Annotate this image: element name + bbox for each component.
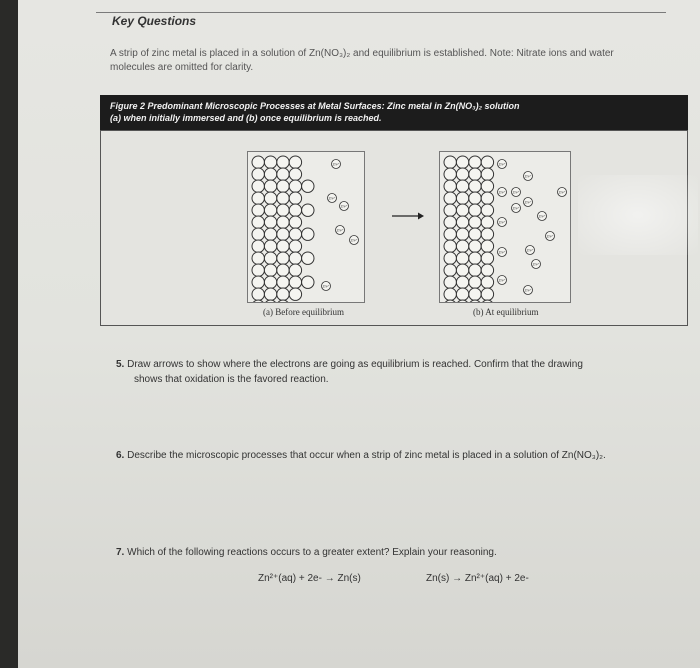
zinc-atom [264,288,276,300]
zinc-atom [302,204,314,216]
figure-title-bar [100,95,688,130]
caption-before: (a) Before equilibrium [263,307,344,317]
zinc-ion [498,160,507,169]
zinc-atom [264,300,276,302]
panel-at-equilibrium [439,151,571,303]
zinc-atom [289,192,301,204]
question-7 [116,545,676,560]
intro-line-2: molecules are omitted for clarity. [110,62,254,73]
zinc-atom [481,204,493,216]
zinc-atom [277,204,289,216]
zinc-atom [277,156,289,168]
zinc-atom [289,180,301,192]
caption-at-equilibrium: (b) At equilibrium [473,307,539,317]
zinc-atom [469,264,481,276]
question-5 [116,357,676,387]
zinc-atom [444,204,456,216]
reaction-reduction: Zn²⁺(aq) + 2e- → Zn(s) [258,573,361,584]
zinc-atom [481,240,493,252]
zinc-atom [264,156,276,168]
zinc-atom [469,192,481,204]
zinc-atom [456,264,468,276]
zinc-atom [481,276,493,288]
zinc-atom [469,300,481,302]
zinc-atom [469,240,481,252]
zinc-atom [277,168,289,180]
question-7-line-1: Which of the following reactions occurs to a greater extent? Explain your reasoning. [127,547,497,558]
zinc-atom [444,156,456,168]
zinc-ion-label: Zn²⁺ [350,238,358,243]
zinc-ion [340,202,349,211]
zinc-atom [264,192,276,204]
zinc-atom [252,216,264,228]
zinc-atom [289,204,301,216]
zinc-atom [469,180,481,192]
question-6-number: 6. [116,450,125,461]
zinc-atom [289,240,301,252]
zinc-atom [277,180,289,192]
zinc-ion [538,212,547,221]
zinc-atom [481,264,493,276]
zinc-atom [469,168,481,180]
zinc-ion-label: Zn²⁺ [524,174,532,179]
zinc-ion-label: Zn²⁺ [512,190,520,195]
zinc-atom [252,252,264,264]
zinc-atom [289,228,301,240]
zinc-atom [252,192,264,204]
zinc-ion [350,236,359,245]
zinc-ion [524,198,533,207]
zinc-atom [289,276,301,288]
zinc-atom [444,192,456,204]
zinc-atom [444,264,456,276]
zinc-atom [456,276,468,288]
zinc-atom [252,156,264,168]
zinc-atom [277,276,289,288]
header-rule [96,12,666,13]
zinc-ion [498,248,507,257]
zinc-atom [302,252,314,264]
zinc-ion [322,282,331,291]
zinc-atom [444,180,456,192]
zinc-atom [481,300,493,302]
zinc-ion-label: Zn²⁺ [498,220,506,225]
zinc-atom [456,240,468,252]
zinc-atom [277,216,289,228]
zinc-atom [469,252,481,264]
zinc-atom [302,276,314,288]
zinc-ion-label: Zn²⁺ [322,284,330,289]
zinc-atom [302,180,314,192]
zinc-atom [456,168,468,180]
zinc-ion-label: Zn²⁺ [498,250,506,255]
zinc-atom [252,300,264,302]
zinc-ion [332,160,341,169]
reaction-oxidation: Zn(s) → Zn²⁺(aq) + 2e- [426,573,529,584]
zinc-atom [289,168,301,180]
zinc-atom [264,252,276,264]
zinc-ion [524,286,533,295]
zinc-ion-label: Zn²⁺ [498,278,506,283]
zinc-atom [264,240,276,252]
zinc-atom [252,276,264,288]
zinc-atom [252,180,264,192]
zinc-atom [456,216,468,228]
panel-before-equilibrium [247,151,365,303]
zinc-atom [252,264,264,276]
zinc-atom [264,228,276,240]
zinc-atom [456,192,468,204]
zinc-atom [444,228,456,240]
zinc-atom [264,180,276,192]
question-7-number: 7. [116,547,125,558]
question-5-line-1: Draw arrows to show where the electrons are going as equilibrium is reached. Confirm that the drawing [127,359,583,370]
intro-line-1: A strip of zinc metal is placed in a solution of Zn(NO₃)₂ and equilibrium is established. Note: Nitrate ions and water [110,48,614,59]
zinc-atom [456,228,468,240]
zinc-atom [277,240,289,252]
zinc-ion-label: Zn²⁺ [524,288,532,293]
question-6-line-1: Describe the microscopic processes that occur when a strip of zinc metal is placed in a solution of Zn(NO₃)₂. [127,450,606,461]
zinc-ion [498,218,507,227]
zinc-ion-label: Zn²⁺ [498,162,506,167]
zinc-atom [277,252,289,264]
question-5-number: 5. [116,359,125,370]
zinc-atom [456,156,468,168]
zinc-atom [444,240,456,252]
zinc-ion-label: Zn²⁺ [526,248,534,253]
zinc-atom [481,180,493,192]
zinc-atom [252,168,264,180]
zinc-atom [289,252,301,264]
zinc-atom [444,288,456,300]
zinc-ion-label: Zn²⁺ [498,190,506,195]
zinc-ion [526,246,535,255]
zinc-atom [277,228,289,240]
zinc-ion [558,188,567,197]
zinc-atom [277,300,289,302]
zinc-atom [444,168,456,180]
zinc-atom [444,216,456,228]
zinc-atom [252,228,264,240]
figure-title-line-2: (a) when initially immersed and (b) once equilibrium is reached. [110,113,382,123]
zinc-atom [456,204,468,216]
section-title: Key Questions [112,14,197,28]
zinc-atom [289,288,301,300]
zinc-atom [289,264,301,276]
zinc-atom [481,252,493,264]
zinc-lattice-before [248,152,364,302]
zinc-ion [512,204,521,213]
zinc-ion-label: Zn²⁺ [512,206,520,211]
zinc-atom [469,216,481,228]
zinc-atom [456,288,468,300]
zinc-ion [532,260,541,269]
zinc-ion [336,226,345,235]
intro-paragraph [110,47,670,75]
zinc-atom [289,216,301,228]
zinc-atom [252,240,264,252]
zinc-atom [481,192,493,204]
zinc-atom [252,204,264,216]
zinc-ion-label: Zn²⁺ [332,162,340,167]
zinc-ion-label: Zn²⁺ [558,190,566,195]
zinc-ion-label: Zn²⁺ [328,196,336,201]
zinc-ion-label: Zn²⁺ [524,200,532,205]
zinc-atom [252,288,264,300]
zinc-ion [546,232,555,241]
zinc-atom [469,288,481,300]
zinc-lattice-equilibrium [440,152,570,302]
zinc-atom [481,228,493,240]
zinc-atom [277,192,289,204]
zinc-ion [328,194,337,203]
zinc-atom [264,264,276,276]
zinc-atom [264,168,276,180]
zinc-atom [302,228,314,240]
zinc-ion [498,188,507,197]
zinc-atom [469,204,481,216]
zinc-ion-label: Zn²⁺ [336,228,344,233]
zinc-atom [456,252,468,264]
zinc-ion-label: Zn²⁺ [340,204,348,209]
zinc-atom [264,216,276,228]
zinc-atom [289,156,301,168]
zinc-atom [469,228,481,240]
zinc-ion [524,172,533,181]
zinc-ion [512,188,521,197]
zinc-atom [456,300,468,302]
question-5-line-2: shows that oxidation is the favored reaction. [134,374,329,385]
zinc-atom [481,168,493,180]
zinc-atom [481,216,493,228]
right-arrow-icon [391,211,425,221]
zinc-ion-label: Zn²⁺ [532,262,540,267]
zinc-atom [264,276,276,288]
zinc-atom [469,276,481,288]
figure-title-line-1: Figure 2 Predominant Microscopic Processes at Metal Surfaces: Zinc metal in Zn(NO₃)₂ solution [110,101,520,111]
zinc-ion-label: Zn²⁺ [538,214,546,219]
zinc-ion [498,276,507,285]
figure-frame [100,130,688,326]
zinc-atom [444,252,456,264]
zinc-ion-label: Zn²⁺ [546,234,554,239]
zinc-atom [277,288,289,300]
zinc-atom [444,300,456,302]
zinc-atom [481,288,493,300]
question-6 [116,448,696,463]
zinc-atom [481,156,493,168]
worksheet-page [18,0,700,668]
zinc-atom [444,276,456,288]
zinc-atom [456,180,468,192]
zinc-atom [469,156,481,168]
zinc-atom [264,204,276,216]
zinc-atom [277,264,289,276]
